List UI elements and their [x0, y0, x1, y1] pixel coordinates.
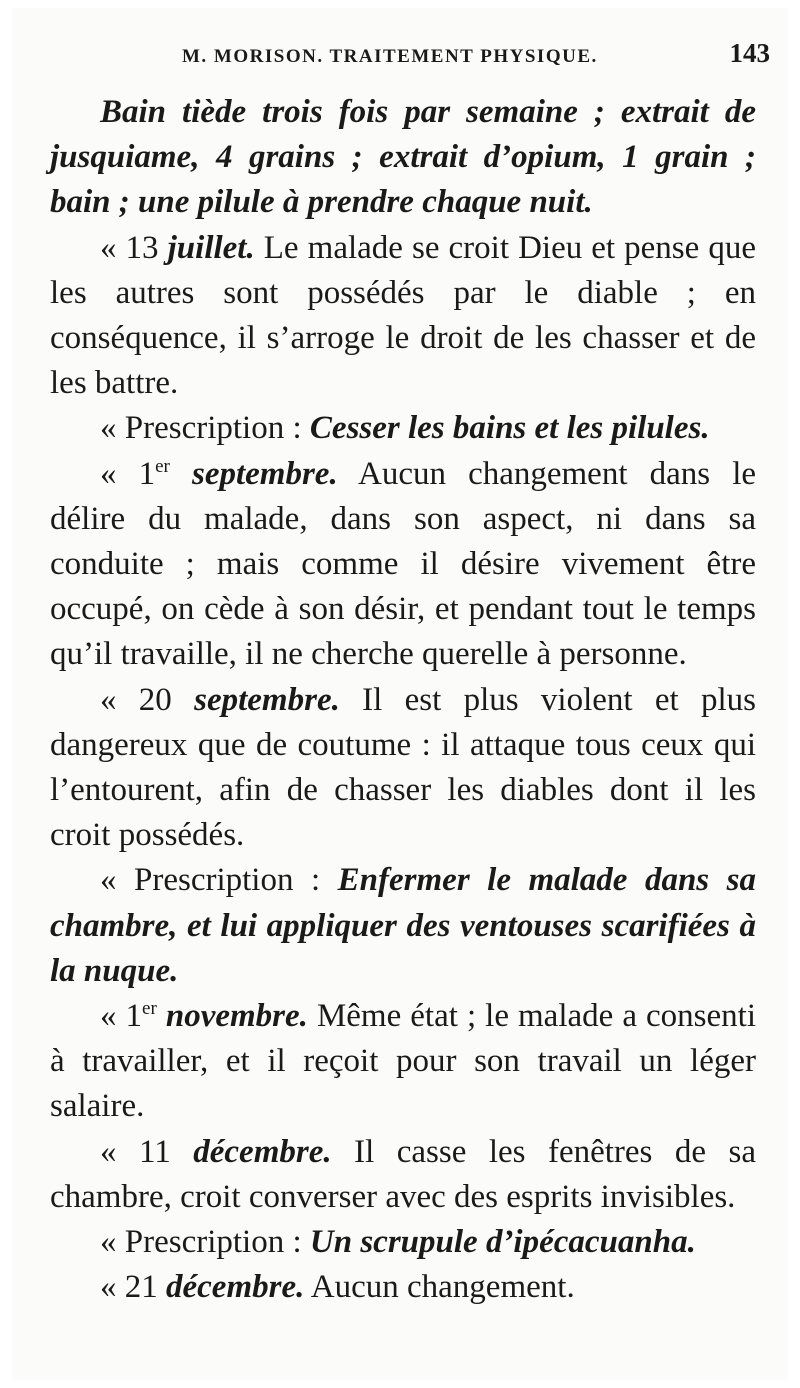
- paragraph-p7: [50, 994, 756, 1130]
- text-run: « 13: [100, 229, 168, 266]
- italic-text: juillet.: [167, 229, 255, 266]
- italic-text: septembre.: [194, 681, 340, 718]
- page-number: 143: [729, 38, 770, 68]
- text-run: Même état ; le malade a consenti à travailler, et il reçoit pour son travail un léger salaire.: [50, 998, 756, 1125]
- italic-text: Bain tiède trois fois par semaine ; extrait de jusquiame, 4 grains ; extrait d’opium, 1 grain ; bain ; une pilule à prendre chaque nuit.: [50, 94, 756, 221]
- text-run: « 1: [100, 455, 156, 492]
- paragraph-p4: [50, 452, 756, 678]
- text-run: Il est plus violent et plus dangereux que de coutume : il attaque tous ceux qui l’entourent, afin de chasser les diables dont il les croit possédés.: [50, 681, 756, 854]
- paragraph-p8: [50, 1130, 756, 1220]
- italic-text: novembre.: [156, 998, 308, 1035]
- book-page: [12, 8, 788, 1380]
- text-run: « 1: [100, 998, 143, 1035]
- paragraph-p10: [50, 1265, 756, 1310]
- running-head: M. MORISON. TRAITEMENT PHYSIQUE.: [182, 46, 598, 67]
- paragraph-p1: [50, 90, 756, 226]
- text-run: « 20: [100, 681, 195, 718]
- paragraph-p6: [50, 858, 756, 994]
- body-text: [50, 90, 756, 1310]
- superscript: er: [155, 455, 170, 477]
- text-run: « 21: [100, 1269, 166, 1306]
- italic-text: Cesser les bains et les pilules.: [309, 410, 710, 447]
- text-run: Le malade se croit Dieu et pense que les autres sont possédés par le diable ; en conséquence, il s’arroge le droit de les chasser et de les battre.: [50, 229, 756, 402]
- superscript: er: [142, 998, 157, 1020]
- text-run: « Prescription :: [100, 1224, 310, 1261]
- paragraph-p2: [50, 226, 756, 407]
- italic-text: décembre.: [166, 1269, 305, 1306]
- paragraph-p5: [50, 678, 756, 859]
- italic-text: décembre.: [193, 1133, 332, 1170]
- text-run: « Prescription :: [100, 410, 310, 447]
- italic-text: septembre.: [169, 455, 338, 492]
- text-run: « 11: [100, 1133, 194, 1170]
- italic-text: Un scrupule d’ipécacuanha.: [309, 1224, 696, 1261]
- text-run: « Prescription :: [100, 862, 338, 899]
- text-run: Aucun changement dans le délire du malade, dans son aspect, ni dans sa conduite ; mais comme il désire vivement être occupé, on cède à son désir, et pendant tout le temps qu’il travaille, il ne cherche querelle à personne.: [50, 455, 757, 673]
- paragraph-p3: [50, 406, 756, 451]
- text-run: Aucun changement.: [304, 1269, 575, 1306]
- text-run: Il casse les fenêtres de sa chambre, croit converser avec des esprits invisibles.: [50, 1133, 756, 1215]
- paragraph-p9: [50, 1220, 756, 1265]
- italic-text: Enfermer le malade dans sa chambre, et lui appliquer des ventouses scarifiées à la nuque.: [50, 862, 756, 989]
